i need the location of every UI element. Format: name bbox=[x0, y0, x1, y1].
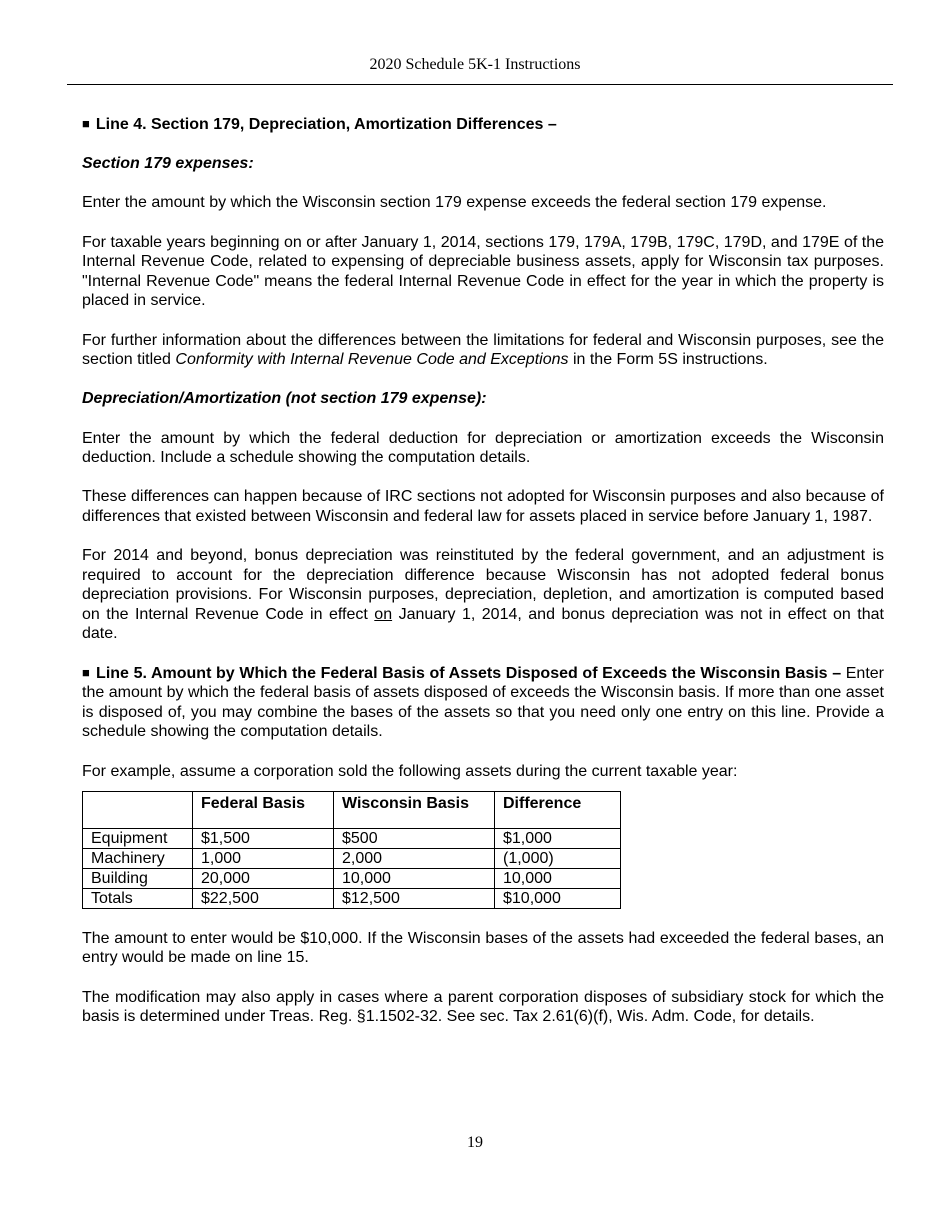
line5-text: Enter the amount by which the federal basis of assets disposed of exceeds the Wisconsin basis. If more than one asset is disposed of, you may combine the bases of the assets so that you need only one entry on this line. Provide a schedule showing the computation details. bbox=[82, 664, 885, 741]
p6-text-a: For 2014 and beyond, bonus depreciation was reinstituted by the federal government, and an adjustment is required to account for the depreciation difference because Wisconsin has not adopted federal bonus depreciation provisions. For Wisconsin purposes, depreciation, depletion, and amortization is computed based on the Internal Revenue Code in effect bbox=[82, 547, 884, 623]
page-header: 2020 Schedule 5K-1 Instructions bbox=[369, 56, 581, 73]
bullet-icon: ■ bbox=[82, 116, 90, 131]
table-cell: Totals bbox=[83, 889, 193, 909]
table-cell: 1,000 bbox=[193, 849, 334, 869]
table-row bbox=[83, 829, 621, 849]
table-header-cell: Difference bbox=[495, 792, 621, 829]
line4-heading bbox=[82, 115, 884, 135]
line4-paragraph-3 bbox=[82, 331, 884, 370]
line5-paragraph bbox=[82, 664, 884, 742]
example-intro: For example, assume a corporation sold the following assets during the current taxable year: bbox=[82, 762, 738, 780]
table-cell: $1,000 bbox=[495, 829, 621, 849]
line4-paragraph-2: For taxable years beginning on or after January 1, 2014, sections 179, 179A, 179B, 179C, 179D, and 179E of the Internal Revenue Code, related to expensing of depreciable business assets, apply for Wisconsin tax purposes. "Internal Revenue Code" means the federal Internal Revenue Code in effect for the year in which the property is placed in service. bbox=[82, 233, 884, 310]
line4-paragraph-6 bbox=[82, 546, 884, 644]
table-cell: $500 bbox=[334, 829, 495, 849]
p6-underlined-word: on bbox=[374, 605, 393, 623]
table-header-row bbox=[83, 792, 621, 829]
table-cell: Machinery bbox=[83, 849, 193, 869]
page-content bbox=[82, 115, 884, 1046]
line5-paragraph-last: The modification may also apply in cases where a parent corporation disposes of subsidiary stock for which the basis is determined under Treas. Reg. §1.1502-32. See sec. Tax 2.61(6)(f), Wis. Adm. Code, for details. bbox=[82, 988, 884, 1026]
bullet-icon: ■ bbox=[82, 664, 91, 680]
table-row bbox=[83, 849, 621, 869]
sec179-heading: Section 179 expenses: bbox=[82, 155, 254, 173]
line4-paragraph-1: Enter the amount by which the Wisconsin section 179 expense exceeds the federal section 179 expense. bbox=[82, 194, 827, 212]
line5-heading-text: Line 5. Amount by Which the Federal Basis of Assets Disposed of Exceeds the Wisconsin Basis – bbox=[96, 664, 842, 682]
example-table bbox=[82, 791, 621, 909]
table-header-cell: Federal Basis bbox=[193, 792, 334, 829]
table-cell: 20,000 bbox=[193, 869, 334, 889]
line5-paragraph-after-table: The amount to enter would be $10,000. If the Wisconsin bases of the assets had exceeded the federal bases, an entry would be made on line 15. bbox=[82, 929, 884, 967]
table-cell: $1,500 bbox=[193, 829, 334, 849]
page-number: 19 bbox=[467, 1134, 483, 1151]
table-cell: $10,000 bbox=[495, 889, 621, 909]
header-rule bbox=[67, 84, 893, 85]
table-cell: $12,500 bbox=[334, 889, 495, 909]
p6-text-b: January 1, 2014, and bonus depreciation was not in effect on that date. bbox=[82, 605, 884, 643]
table-cell: 2,000 bbox=[334, 849, 495, 869]
table-header-cell: Wisconsin Basis bbox=[334, 792, 495, 829]
table-cell: 10,000 bbox=[334, 869, 495, 889]
p3-text-b: in the Form 5S instructions. bbox=[568, 351, 768, 369]
p3-italic-title: Conformity with Internal Revenue Code and Exceptions bbox=[175, 351, 569, 369]
table-cell: $22,500 bbox=[193, 889, 334, 909]
table-row bbox=[83, 889, 621, 909]
table-cell: Equipment bbox=[83, 829, 193, 849]
line4-paragraph-5: These differences can happen because of IRC sections not adopted for Wisconsin purposes and also because of differences that existed between Wisconsin and federal law for assets placed in service before January 1, 1987. bbox=[82, 488, 884, 525]
line4-paragraph-4: Enter the amount by which the federal deduction for depreciation or amortization exceeds the Wisconsin deduction. Include a schedule showing the computation details. bbox=[82, 429, 884, 467]
depreciation-heading: Depreciation/Amortization (not section 179 expense): bbox=[82, 390, 487, 408]
p3-text-a: For further information about the differences between the limitations for federal and Wisconsin purposes, see the section titled bbox=[82, 331, 884, 369]
line4-heading-text: Line 4. Section 179, Depreciation, Amortization Differences – bbox=[95, 116, 557, 133]
table-cell: Building bbox=[83, 869, 193, 889]
table-row bbox=[83, 869, 621, 889]
table-cell: 10,000 bbox=[495, 869, 621, 889]
table-header-cell bbox=[83, 792, 193, 829]
table-cell: (1,000) bbox=[495, 849, 621, 869]
